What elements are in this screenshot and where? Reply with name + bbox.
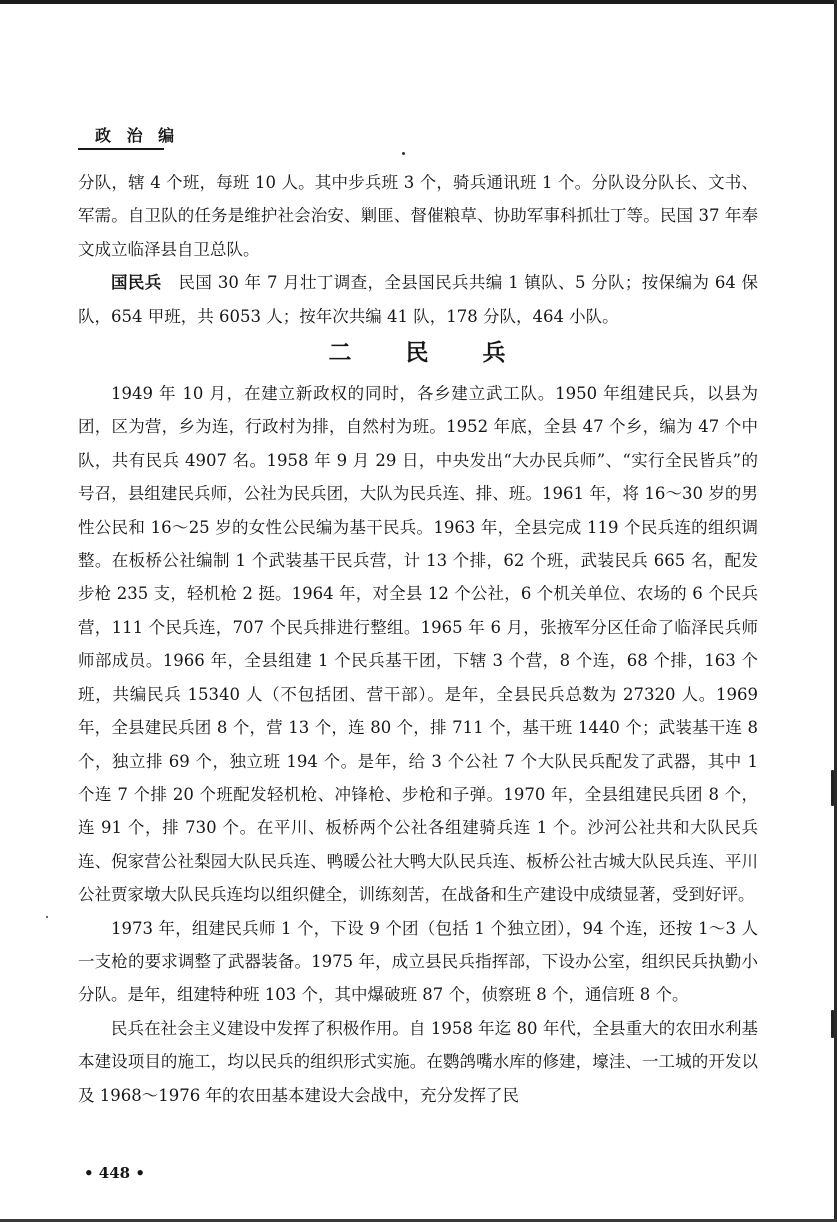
section-title-char-1: 民 — [405, 340, 431, 367]
scan-edge-mark — [831, 1010, 834, 1038]
scan-border-top — [0, 0, 837, 4]
paragraph-self-defense-corps: 分队，辖 4 个班，每班 10 人。其中步兵班 3 个，骑兵通讯班 1 个。分队设分队长、文书、军需。自卫队的任务是维护社会治安、剿匪、督催粮草、协助军事科抓壮丁等。民国 37 年奉文成立临泽县自卫总队。 — [78, 173, 758, 259]
paragraph-militia-1973: 1973 年，组建民兵师 1 个，下设 9 个团（包括 1 个独立团），94 个连，还按 1～3 人一支枪的要求调整了武器装备。1975 年，成立县民兵指挥部，下设办公室，组织民兵执勤小分队。是年，组建特种班 103 个，其中爆破班 87 个，侦察班 8 个，通信班 8 个。 — [78, 918, 758, 1005]
term-national-militia: 国民兵 — [111, 273, 162, 293]
section-title-char-2: 兵 — [482, 340, 508, 367]
scan-edge-mark — [831, 770, 834, 806]
page-number: • 448 • — [84, 1164, 145, 1182]
paragraph-militia-construction: 民兵在社会主义建设中发挥了积极作用。自 1958 年迄 80 年代，全县重大的农田水利基本建设项目的施工，均以民兵的组织形式实施。在鹦鸽嘴水库的修建，壕洼、一工城的开发以及 1968～1976 年的农田基本建设大会战中，充分发挥了民 — [78, 1018, 758, 1105]
paragraph-militia-history: 1949 年 10 月，在建立新政权的同时，各乡建立武工队。1950 年组建民兵，以县为团，区为营，乡为连，行政村为排，自然村为班。1952 年底，全县 47 个乡，编为 47 个中队，共有民兵 4907 名。1958 年 9 月 29 日，中央发出“大办民兵师”、“实行全民皆兵”的号召，县组建民兵师，公社为民兵团，大队为民兵连、排、班。1961 年，将 16～30 岁的男性公民和 16～25 岁的女性公民编为基干民兵。1963 年，全县完成 119 个民兵连的组织调整。在板桥公社编制 1 个武装基干民兵营，计 13 个排，62 个班，武装民兵 665 名，配发步枪 235 支，轻机枪 2 挺。1964 年，对全县 12 个公社，6 个机关单位、农场的 6 个民兵营，111 个民兵连，707 个民兵排进行整组。1965 年 6 月，张掖军分区任命了临泽民兵师师部成员。1966 年，全县组建 1 个民兵基干团，下辖 3 个营，8 个连，68 个排，163 个班，共编民兵 15340 人（不包括团、营干部）。是年，全县民兵总数为 27320 人。1969 年，全县建民兵团 8 个，营 13 个，连 80 个，排 711 个，基干班 1440 个；武装基干连 8 个，独立排 69 个，独立班 194 个。是年，给 3 个公社 7 个大队民兵配发了武器，其中 1 个连 7 个排 20 个班配发轻机枪、冲锋枪、步枪和子弹。1970 年，全县组建民兵团 8 个，连 91 个，排 730 个。在平川、板桥两个公社各组建骑兵连 1 个。沙河公社共和大队民兵连、倪家营公社梨园大队民兵连、鸭暖公社大鸭大队民兵连、板桥公社古城大队民兵连、平川公社贾家墩大队民兵连均以组织健全，训练刻苦，在战备和生产建设中成绩显著，受到好评。 — [78, 384, 758, 905]
scan-speck — [402, 152, 405, 155]
section-heading — [78, 335, 758, 371]
page-body — [78, 166, 758, 1112]
running-head-rule — [78, 148, 164, 150]
section-number: 二 — [328, 340, 354, 367]
paragraph-national-militia-text: 民国 30 年 7 月壮丁调查，全县国民兵共编 1 镇队、5 分队；按保编为 64 保队，654 甲班，共 6053 人；按年次共编 41 队，178 分队，464 小队。 — [78, 273, 758, 326]
scan-speck — [46, 916, 48, 918]
paragraph-national-militia — [78, 266, 758, 333]
running-head: 政 治 编 — [95, 126, 180, 145]
